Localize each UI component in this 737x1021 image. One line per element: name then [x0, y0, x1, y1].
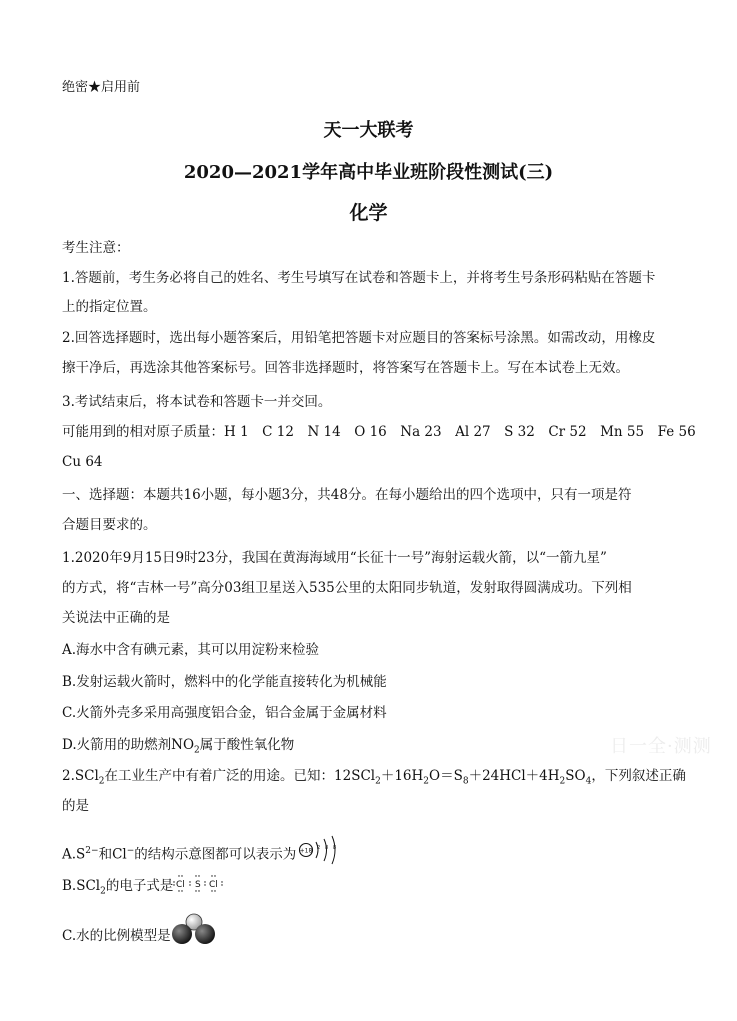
svg-text:8: 8	[333, 845, 337, 851]
svg-text:S: S	[195, 879, 202, 890]
secret-label: 绝密★启用前	[62, 80, 141, 95]
q1-stem-line2: 的方式，将“吉林一号”高分03组卫星送入535公里的太阳同步轨道，发射取得圆满成功。下列相	[62, 580, 632, 596]
q1-option-c: C.火箭外壳多采用高强度铝合金，铝合金属于金属材料	[62, 705, 387, 721]
q1-stem-line1: 1.2020年9月15日9时23分，我国在黄海海域用“长征十一号”海射运载火箭，以“一箭九星”	[62, 550, 607, 566]
q2-stem-line2: 的是	[62, 798, 89, 814]
notice-heading: 考生注意：	[62, 240, 130, 256]
atom-structure-icon	[298, 833, 342, 867]
svg-text:+18: +18	[299, 847, 313, 855]
lewis-structure-icon	[173, 873, 225, 895]
notice-item1-line1: 1.答题前，考生务必将自己的姓名、考生号填写在试卷和答题卡上，并将考生号条形码粘贴在答题卡	[62, 270, 656, 286]
section1-intro-line2: 合题目要求的。	[62, 517, 157, 533]
notice-item2-line2: 擦干净后，再选涂其他答案标号。回答非选择题时，将答案写在答题卡上。写在本试卷上无效。	[62, 360, 629, 376]
atomic-mass-line2: Cu 64	[62, 454, 103, 470]
q1-stem-line3: 关说法中正确的是	[62, 610, 170, 626]
notice-item3: 3.考试结束后，将本试卷和答题卡一并交回。	[62, 394, 332, 410]
notice-item2-line1: 2.回答选择题时，选出每小题答案后，用铅笔把答题卡对应题目的答案标号涂黑。如需改动，用橡皮	[62, 330, 656, 346]
q2-option-c: C.水的比例模型是	[62, 926, 217, 946]
svg-text:2: 2	[317, 845, 321, 851]
org-title: 天一大联考	[323, 120, 414, 141]
q1-option-b: B.发射运载火箭时，燃料中的化学能直接转化为机械能	[62, 674, 387, 690]
q2-option-b: B.SCl$_2$的电子式是 Cl S Cl	[62, 876, 225, 896]
water-space-filling-model-icon	[171, 913, 217, 945]
notice-item1-line2: 上的指定位置。	[62, 299, 157, 315]
section1-intro-line1: 一、选择题：本题共16小题，每小题3分，共48分。在每小题给出的四个选项中，只有一项是符	[62, 487, 632, 503]
subject-title: 化学	[349, 202, 388, 224]
watermark: 日一全·测测	[610, 736, 712, 757]
svg-text:8: 8	[325, 845, 329, 851]
exam-title: 2020—2021学年高中毕业班阶段性测试(三)	[183, 162, 554, 183]
q2-stem-line1: 2.SCl$_2$在工业生产中有着广泛的用途。已知：$12SCl_2+16H_2O=S_8+24HCl+4H_2SO_4$，下列叙述正确	[62, 768, 686, 787]
q2-option-a: $A.S^{2-}$和Cl−的结构示意图都可以表示为 +18 2 8 8	[62, 843, 342, 867]
q1-option-d: D.火箭用的助燃剂$NO_2$属于酸性氧化物	[62, 737, 295, 756]
atomic-mass-line1: 可能用到的相对原子质量：H 1 C 12 N 14 O 16 Na 23 Al 27 S 32 Cr 52 Mn 55 Fe 56	[62, 424, 696, 440]
q1-option-a: A.海水中含有碘元素，其可以用淀粉来检验	[62, 642, 320, 658]
svg-text:Cl: Cl	[176, 879, 186, 890]
svg-text:Cl: Cl	[209, 879, 219, 890]
